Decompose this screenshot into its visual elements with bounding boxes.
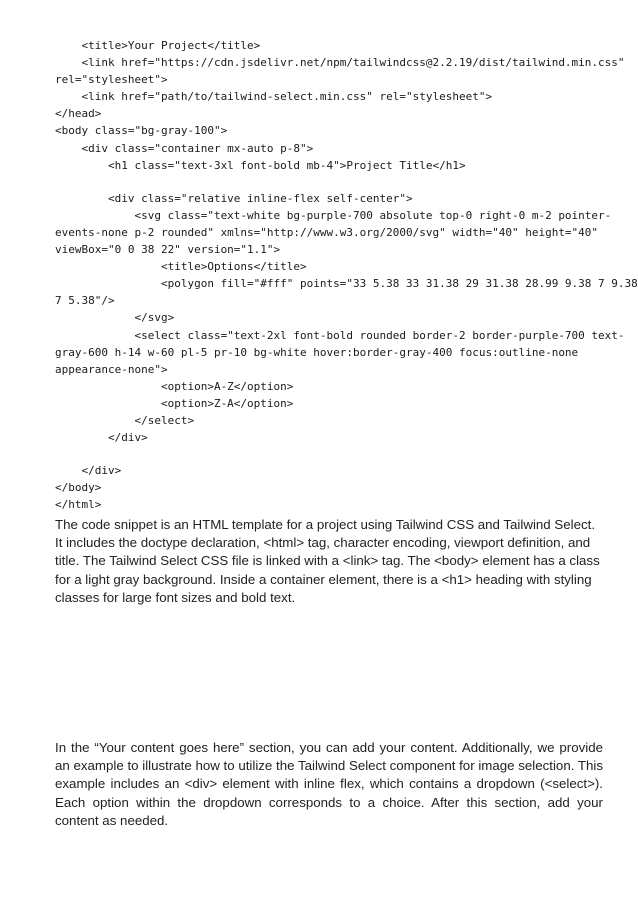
code-line: <body class="bg-gray-100"> (55, 124, 228, 138)
code-line (55, 174, 615, 190)
code-line: <title>Your Project</title> (55, 39, 261, 52)
code-line: </html> (55, 498, 102, 512)
code-line (55, 446, 615, 462)
code-line: 7 5.38"/> (55, 294, 115, 308)
code-line: <link href="https://cdn.jsdelivr.net/npm/tailwindcss@2.2.19/dist/tailwind.min.css" (55, 56, 625, 70)
content-paragraph: In the “Your content goes here” section, you can add your content. Additionally, we provide an example to illustrate how to utilize the Tailwind Select component for image selection. This example includes an <div> element with inline flex, which contains a dropdown (<select>). Each option within the dropdown corresponds to a choice. After this section, add your content as needed. (55, 740, 603, 828)
code-line: </select> (55, 413, 195, 427)
code-line: </div> (55, 464, 122, 478)
code-line: <svg class="text-white bg-purple-700 absolute top-0 right-0 m-2 pointer- (55, 208, 612, 222)
code-line: <div class="container mx-auto p-8"> (55, 141, 314, 155)
code-line: <h1 class="text-3xl font-bold mb-4">Project Title</h1> (55, 158, 466, 172)
code-line: <select class="text-2xl font-bold rounded border-2 border-purple-700 text- (55, 328, 625, 342)
code-line: </svg> (55, 311, 175, 325)
description-paragraph: The code snippet is an HTML template for a project using Tailwind CSS and Tailwind Select. It includes the doctype declaration, <html> tag, character encoding, viewport definition, and title. The Tailwind Select CSS file is linked with a <link> tag. The <body> element has a class for a light gray background. Inside a container element, there is a <h1> heading with styling classes for large font sizes and bold text. (55, 517, 600, 605)
code-line: </body> (55, 481, 102, 495)
code-snippet (55, 37, 638, 513)
code-line: </head> (55, 107, 102, 121)
code-line: gray-600 h-14 w-60 pl-5 pr-10 bg-white hover:border-gray-400 focus:outline-none (55, 345, 579, 359)
code-line: </div> (55, 431, 148, 445)
code-line: viewBox="0 0 38 22" version="1.1"> (55, 243, 281, 257)
code-line: events-none p-2 rounded" xmlns="http://www.w3.org/2000/svg" width="40" height="40" (55, 225, 599, 239)
code-line: rel="stylesheet"> (55, 73, 168, 87)
code-line: <option>Z-A</option> (55, 396, 294, 410)
code-line: <link href="path/to/tailwind-select.min.css" rel="stylesheet"> (55, 90, 493, 104)
code-line: <div class="relative inline-flex self-center"> (55, 191, 413, 205)
code-line: <polygon fill="#fff" points="33 5.38 33 31.38 29 31.38 28.99 9.38 7 9.38 (55, 277, 638, 291)
code-line: <option>A-Z</option> (55, 379, 294, 393)
code-line: <title>Options</title> (55, 260, 307, 274)
code-line: appearance-none"> (55, 362, 168, 376)
